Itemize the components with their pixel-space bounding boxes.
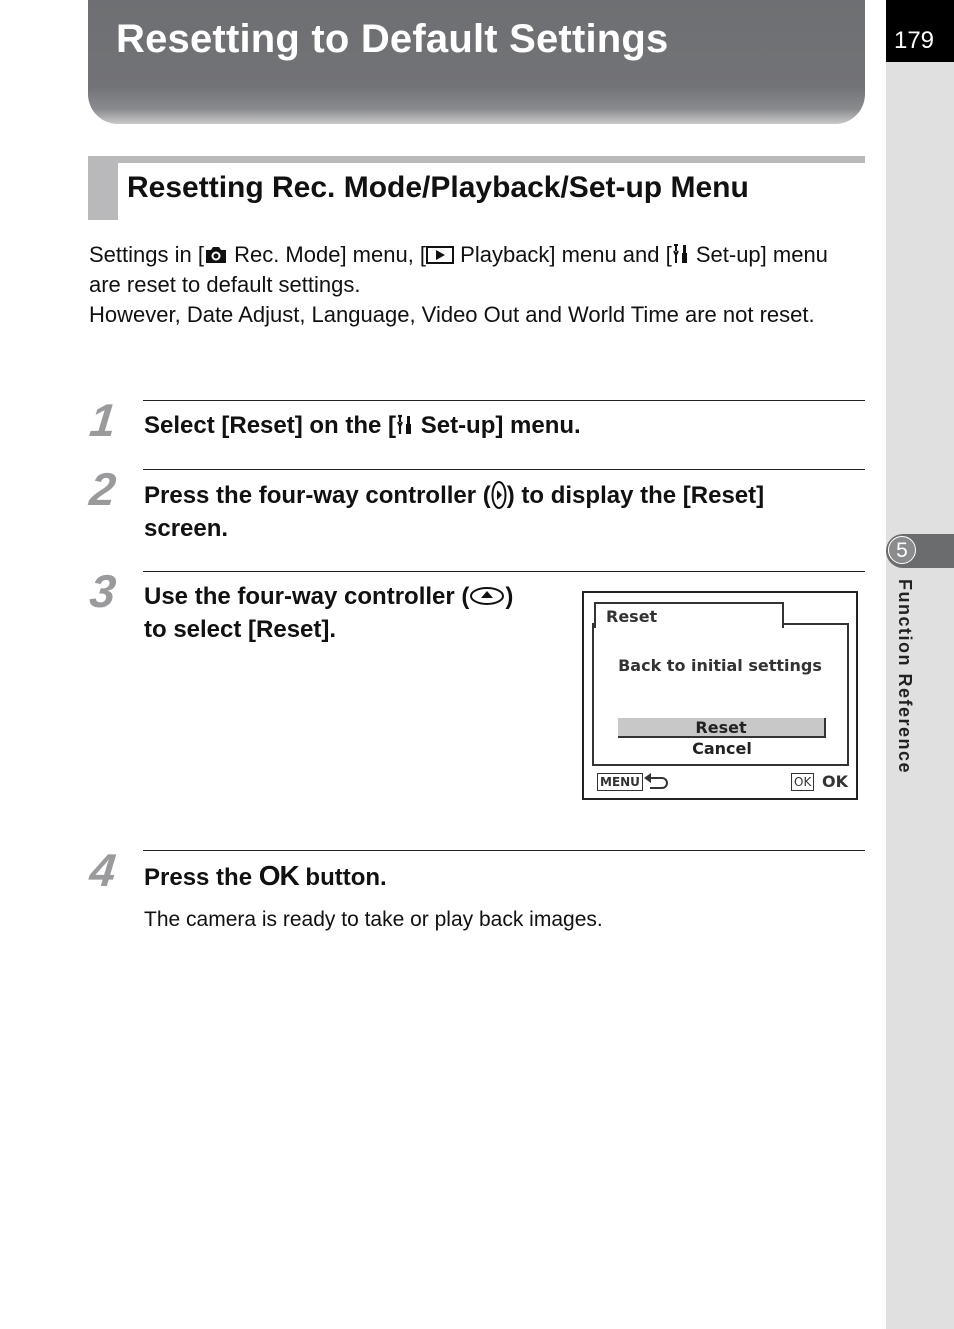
step-number: 2	[87, 463, 119, 515]
step-divider	[143, 571, 865, 572]
step-3-text	[144, 580, 514, 646]
chapter-name: Function Reference	[895, 579, 915, 775]
page-number: 179	[893, 27, 935, 54]
section-marker	[88, 156, 118, 220]
screen-tab	[594, 602, 784, 628]
intro-text-a: Settings in [	[89, 242, 204, 267]
page-title: Resetting to Default Settings	[116, 17, 669, 61]
step-2-text-a: Press the four-way controller (	[144, 482, 491, 509]
step-1-text-a: Select [Reset] on the [	[144, 412, 397, 439]
camera-icon	[204, 245, 228, 265]
title-banner	[88, 0, 865, 124]
setup-icon	[672, 243, 690, 265]
cancel-option[interactable]: Cancel	[692, 739, 752, 758]
setup-icon	[396, 414, 414, 436]
chapter-number: 5	[888, 536, 916, 564]
step-2-text	[144, 479, 844, 545]
back-arrow-icon	[642, 771, 670, 791]
four-way-right-icon	[491, 480, 507, 510]
step-4-body: The camera is ready to take or play back images.	[144, 908, 603, 931]
intro-text-b: Rec. Mode] menu, [	[227, 242, 427, 267]
step-1-text-b: Set-up] menu.	[414, 412, 581, 439]
chapter-tab[interactable]	[886, 534, 954, 568]
intro-text	[89, 240, 859, 330]
intro-text-c: Playback] menu and [	[454, 242, 672, 267]
screen-message: Back to initial settings	[618, 656, 822, 675]
step-3-text-a: Use the four-way controller (	[144, 583, 470, 610]
intro-note: However, Date Adjust, Language, Video Out and World Time are not reset.	[89, 302, 815, 327]
step-4-text-b: button.	[298, 864, 387, 891]
menu-button[interactable]: MENU	[597, 773, 643, 791]
step-divider	[143, 850, 865, 851]
camera-screen	[582, 591, 858, 800]
ok-button-glyph: OK	[258, 860, 299, 891]
step-3-text-b: ) to select [Reset].	[144, 583, 514, 643]
step-2-text-b: ) to display the [Reset] screen.	[144, 482, 765, 542]
step-number: 4	[87, 844, 119, 896]
section-rule	[88, 156, 865, 163]
step-4-text-a: Press the	[144, 864, 259, 891]
intro-text-d: Set-up] menu are reset to default settings.	[89, 242, 828, 297]
step-number: 1	[87, 394, 119, 446]
screen-tab-label: Reset	[606, 607, 658, 626]
playback-icon	[426, 245, 454, 265]
step-divider	[143, 469, 865, 470]
step-divider	[143, 400, 865, 401]
step-number: 3	[87, 565, 119, 617]
ok-label: OK	[822, 772, 848, 791]
four-way-updown-icon	[469, 586, 505, 606]
step-4-text	[144, 859, 387, 894]
page-number-box	[886, 0, 954, 62]
ok-button[interactable]: OK	[791, 773, 814, 791]
step-1-text	[144, 409, 581, 442]
section-title: Resetting Rec. Mode/Playback/Set-up Menu	[127, 171, 749, 204]
reset-option[interactable]: Reset	[618, 718, 826, 738]
